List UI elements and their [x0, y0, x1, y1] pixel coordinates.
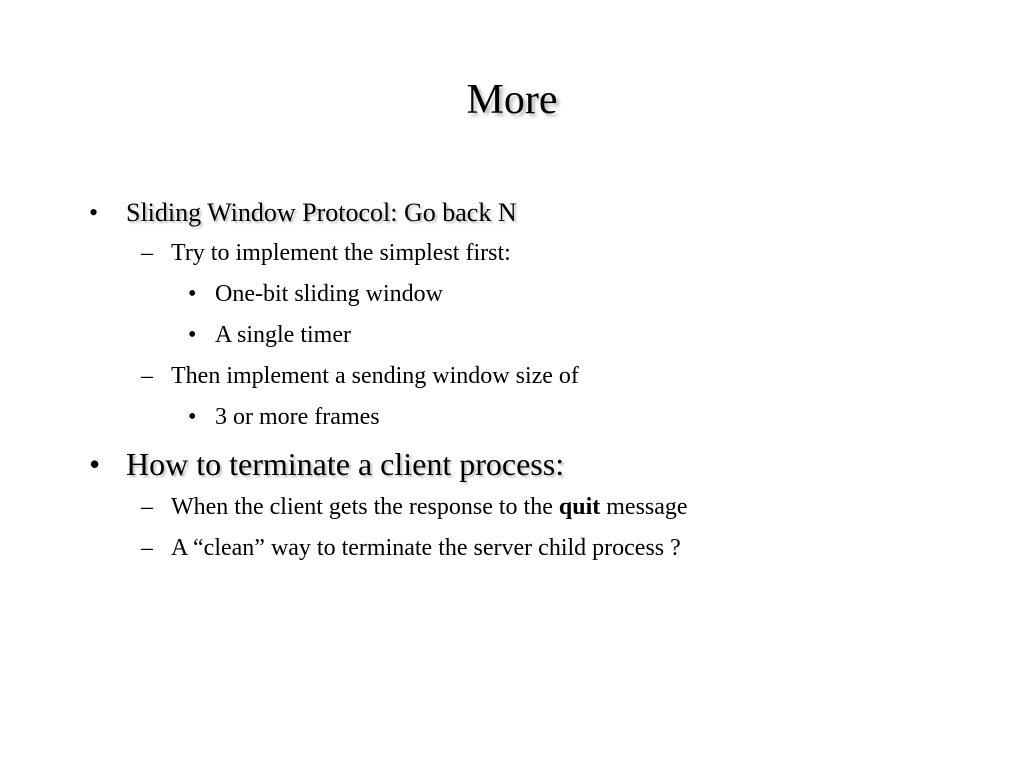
bullet-marker: •	[89, 446, 101, 482]
bullet-text: How to terminate a client process:	[126, 446, 565, 482]
quit-keyword: quit	[558, 494, 601, 520]
text-after: message	[600, 494, 688, 520]
text-before: When the client gets the response to the	[171, 494, 559, 520]
dash-marker: –	[141, 363, 153, 389]
bullet-marker: •	[89, 198, 99, 227]
bullet-marker: •	[188, 281, 197, 307]
bullet-text: Sliding Window Protocol: Go back N	[126, 198, 517, 227]
dash-marker: –	[141, 240, 153, 266]
subbullet-text: Then implement a sending window size of	[171, 363, 579, 389]
item-text: A single timer	[215, 322, 351, 348]
slide-title: More	[466, 77, 558, 123]
subbullet-text: A “clean” way to terminate the server child process ?	[171, 535, 681, 561]
dash-marker: –	[141, 535, 153, 561]
item-text: One-bit sliding window	[215, 281, 443, 307]
bullet-marker: •	[188, 404, 197, 430]
bullet-marker: •	[188, 322, 197, 348]
subbullet-text	[171, 491, 688, 523]
subbullet-text: Try to implement the simplest first:	[171, 240, 511, 266]
dash-marker: –	[141, 494, 153, 520]
item-text: 3 or more frames	[215, 404, 380, 430]
